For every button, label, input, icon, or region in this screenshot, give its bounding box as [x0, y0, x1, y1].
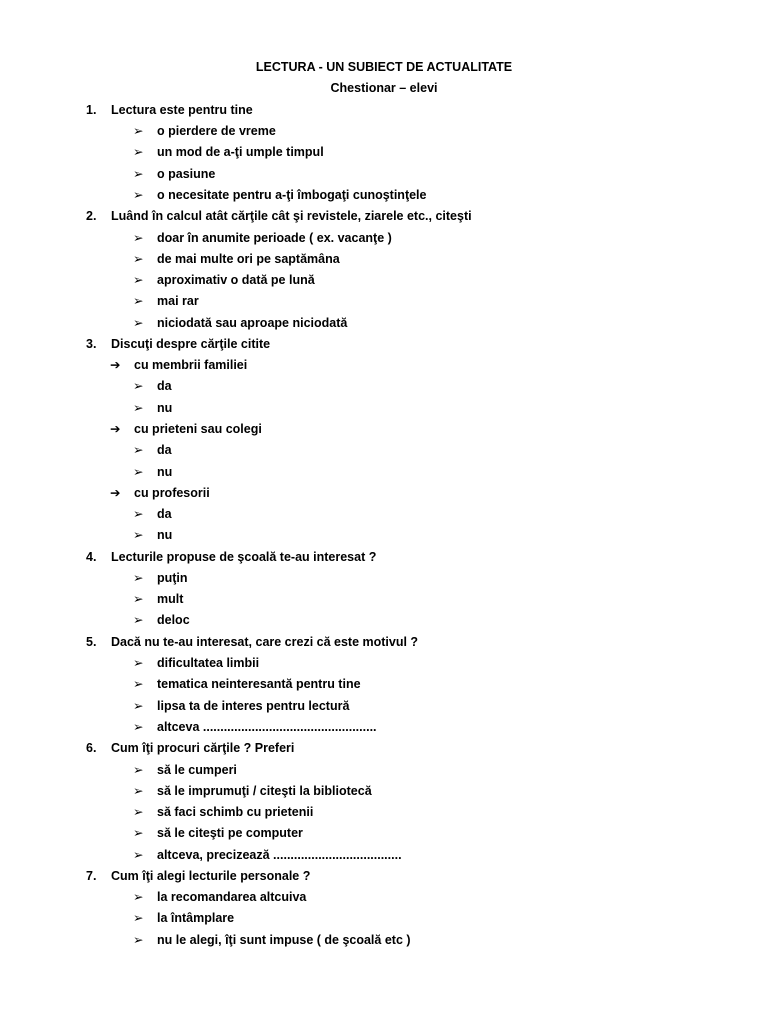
arrowhead-bullet-icon: ➢: [133, 571, 144, 585]
option-item: [133, 315, 347, 331]
option-item: [133, 783, 372, 799]
option-item: [133, 825, 303, 841]
option-text: aproximativ o dată pe lună: [157, 273, 315, 287]
arrowhead-bullet-icon: ➢: [133, 145, 144, 159]
arrowhead-bullet-icon: ➢: [133, 699, 144, 713]
option-item: [133, 570, 188, 586]
option-item: [133, 847, 402, 863]
option-text: da: [157, 379, 172, 393]
option-item: [133, 400, 172, 416]
sub-group-label: cu profesorii: [134, 486, 210, 500]
question-4: [86, 549, 376, 565]
sub-group: [110, 357, 247, 373]
arrowhead-bullet-icon: ➢: [133, 613, 144, 627]
option-text: să le citeşti pe computer: [157, 826, 303, 840]
option-item: [133, 230, 392, 246]
arrowhead-bullet-icon: ➢: [133, 911, 144, 925]
arrowhead-bullet-icon: ➢: [133, 890, 144, 904]
arrowhead-bullet-icon: ➢: [133, 805, 144, 819]
option-item: [133, 378, 172, 394]
question-text: Cum îţi alegi lecturile personale ?: [111, 869, 311, 883]
arrowhead-bullet-icon: ➢: [133, 720, 144, 734]
arrowhead-bullet-icon: ➢: [133, 507, 144, 521]
option-text: o necesitate pentru a-ţi îmbogaţi cunoştinţele: [157, 188, 427, 202]
option-item: [133, 889, 306, 905]
question-text: Discuţi despre cărţile citite: [111, 337, 271, 351]
question-7: [86, 868, 310, 884]
question-5: [86, 634, 418, 650]
question-text: Cum îţi procuri cărţile ? Preferi: [111, 741, 295, 755]
sub-group-label: cu membrii familiei: [134, 358, 248, 372]
arrowhead-bullet-icon: ➢: [133, 124, 144, 138]
option-text: doar în anumite perioade ( ex. vacanţe ): [157, 231, 392, 245]
arrowhead-bullet-icon: ➢: [133, 465, 144, 479]
question-text: Lecturile propuse de şcoală te-au interesat ?: [111, 550, 377, 564]
option-text: să le cumperi: [157, 763, 237, 777]
option-item: [133, 187, 426, 203]
arrowhead-bullet-icon: ➢: [133, 252, 144, 266]
option-text: mai rar: [157, 294, 199, 308]
option-item: [133, 123, 276, 139]
option-text: la întâmplare: [157, 911, 235, 925]
question-6: [86, 740, 294, 756]
option-item: [133, 698, 349, 714]
option-text: puţin: [157, 571, 188, 585]
option-text: la recomandarea altcuiva: [157, 890, 307, 904]
option-item: [133, 442, 172, 458]
arrowhead-bullet-icon: ➢: [133, 528, 144, 542]
arrowhead-bullet-icon: ➢: [133, 763, 144, 777]
option-item: [133, 166, 215, 182]
option-item: [133, 719, 377, 735]
arrowhead-bullet-icon: ➢: [133, 826, 144, 840]
option-text: da: [157, 443, 172, 457]
option-text: tematica neinteresantă pentru tine: [157, 677, 361, 691]
option-text: da: [157, 507, 172, 521]
option-item: [133, 527, 172, 543]
option-text: nu: [157, 401, 173, 415]
arrowhead-bullet-icon: ➢: [133, 592, 144, 606]
question-number: 3.: [86, 337, 97, 351]
question-text: Lectura este pentru tine: [111, 103, 253, 117]
question-text: Luând în calcul atât cărţile cât şi revistele, ziarele etc., citeşti: [111, 209, 472, 223]
question-number: 4.: [86, 550, 97, 564]
question-number: 1.: [86, 103, 97, 117]
option-item: [133, 251, 340, 267]
option-text: un mod de a-ţi umple timpul: [157, 145, 324, 159]
arrowhead-bullet-icon: ➢: [133, 316, 144, 330]
option-text: o pasiune: [157, 167, 216, 181]
question-number: 2.: [86, 209, 97, 223]
arrowhead-bullet-icon: ➢: [133, 294, 144, 308]
arrowhead-bullet-icon: ➢: [133, 656, 144, 670]
document-title: LECTURA - UN SUBIECT DE ACTUALITATE: [255, 60, 513, 74]
option-text: de mai multe ori pe saptămâna: [157, 252, 340, 266]
arrowhead-bullet-icon: ➢: [133, 933, 144, 947]
arrowhead-bullet-icon: ➢: [133, 401, 144, 415]
option-item: [133, 506, 172, 522]
option-text: să le imprumuţi / citeşti la bibliotecă: [157, 784, 372, 798]
sub-group-label: cu prieteni sau colegi: [134, 422, 262, 436]
arrowhead-bullet-icon: ➢: [133, 231, 144, 245]
option-text: mult: [157, 592, 184, 606]
option-text: o pierdere de vreme: [157, 124, 276, 138]
option-item: [133, 591, 183, 607]
option-item: [133, 464, 172, 480]
sub-group: [110, 421, 262, 437]
option-item: [133, 804, 313, 820]
option-item: [133, 272, 315, 288]
arrowhead-bullet-icon: ➢: [133, 273, 144, 287]
option-text: dificultatea limbii: [157, 656, 260, 670]
option-text: altceva, precizează .....................................: [157, 848, 402, 862]
option-text: nu le alegi, îţi sunt impuse ( de şcoală etc ): [157, 933, 411, 947]
option-text: deloc: [157, 613, 190, 627]
option-item: [133, 762, 237, 778]
option-item: [133, 293, 199, 309]
arrowhead-bullet-icon: ➢: [133, 379, 144, 393]
option-item: [133, 612, 190, 628]
question-3: [86, 336, 270, 352]
arrowhead-bullet-icon: ➢: [133, 188, 144, 202]
option-item: [133, 676, 361, 692]
question-text: Dacă nu te-au interesat, care crezi că este motivul ?: [111, 635, 419, 649]
option-text: să faci schimb cu prietenii: [157, 805, 314, 819]
question-number: 6.: [86, 741, 97, 755]
option-text: altceva ..................................................: [157, 720, 377, 734]
question-2: [86, 208, 472, 224]
arrow-bullet-icon: ➔: [110, 422, 121, 436]
option-text: niciodată sau aproape niciodată: [157, 316, 348, 330]
sub-group: [110, 485, 210, 501]
arrowhead-bullet-icon: ➢: [133, 848, 144, 862]
arrowhead-bullet-icon: ➢: [133, 443, 144, 457]
arrow-bullet-icon: ➔: [110, 358, 121, 372]
arrowhead-bullet-icon: ➢: [133, 167, 144, 181]
option-text: lipsa ta de interes pentru lectură: [157, 699, 350, 713]
question-number: 7.: [86, 869, 97, 883]
option-item: [133, 144, 324, 160]
document-subtitle: Chestionar – elevi: [330, 81, 438, 95]
option-text: nu: [157, 465, 173, 479]
question-1: [86, 102, 253, 118]
question-number: 5.: [86, 635, 97, 649]
option-item: [133, 655, 259, 671]
arrowhead-bullet-icon: ➢: [133, 677, 144, 691]
option-item: [133, 910, 234, 926]
option-text: nu: [157, 528, 173, 542]
option-item: [133, 932, 411, 948]
arrowhead-bullet-icon: ➢: [133, 784, 144, 798]
arrow-bullet-icon: ➔: [110, 486, 121, 500]
